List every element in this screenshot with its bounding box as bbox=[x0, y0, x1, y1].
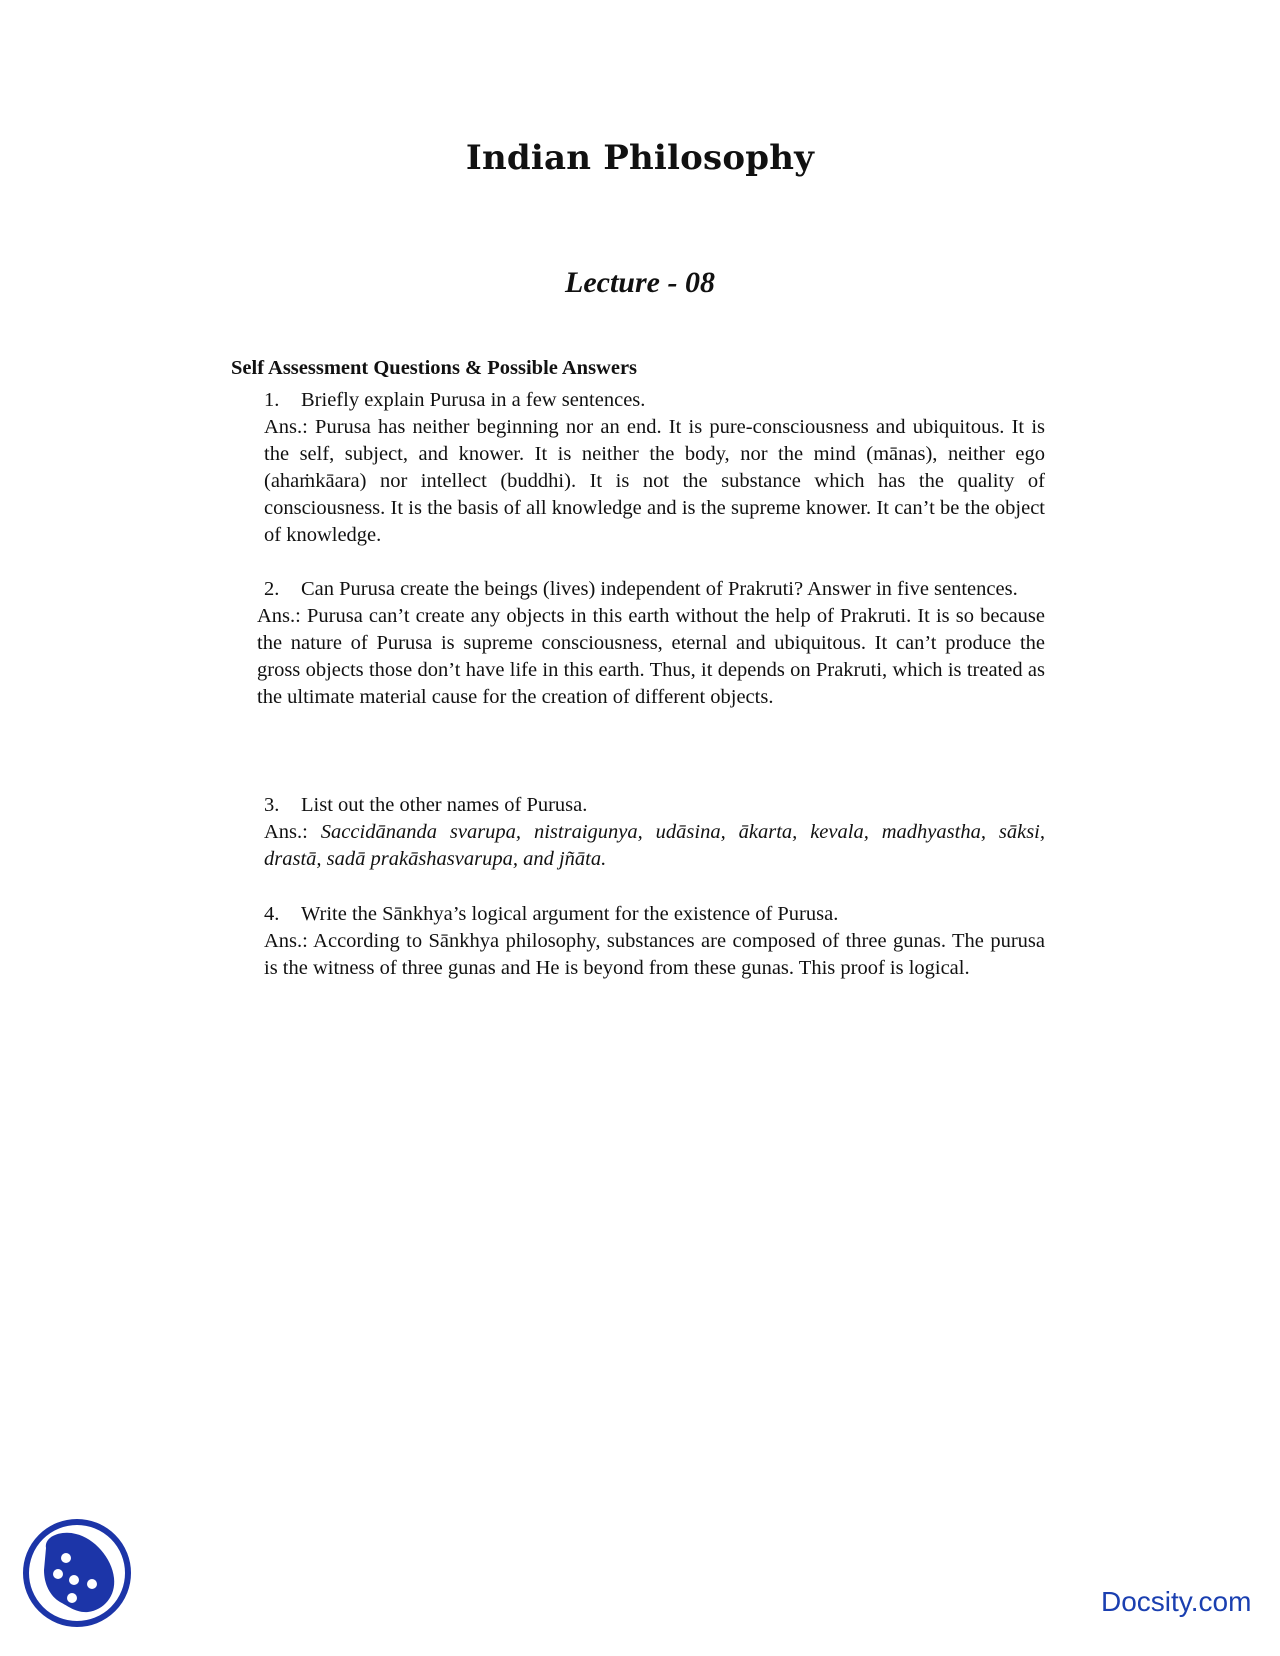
question-text: Write the Sānkhya’s logical argument for the existence of Purusa. bbox=[301, 903, 839, 925]
question-1 bbox=[264, 387, 1045, 414]
docsity-logo-icon bbox=[22, 1518, 132, 1628]
answer-prefix: Ans.: bbox=[264, 930, 308, 952]
answer-prefix: Ans.: bbox=[264, 821, 308, 843]
question-number: 4. bbox=[264, 903, 280, 925]
answer-text: According to Sānkhya philosophy, substances are composed of three gunas. The purusa is the witness of three gunas and He is beyond from these gunas. This proof is logical. bbox=[264, 930, 1045, 979]
answer-prefix: Ans.: bbox=[257, 605, 301, 627]
lecture-number: Lecture - 08 bbox=[565, 266, 715, 299]
answer-4 bbox=[264, 928, 1045, 982]
section-heading: Self Assessment Questions & Possible Answers bbox=[231, 357, 638, 379]
question-number: 3. bbox=[264, 794, 280, 816]
question-text: Briefly explain Purusa in a few sentences. bbox=[301, 389, 646, 411]
question-4 bbox=[264, 901, 1045, 928]
qa-item-3 bbox=[264, 792, 1045, 873]
answer-text: Purusa can’t create any objects in this earth without the help of Prakruti. It is so because the nature of Purusa is supreme consciousness, eternal and ubiquitous. It can’t produce the gross objects those don’t have life in this earth. Thus, it depends on Prakruti, which is treated as the ultimate material cause for the creation of different objects. bbox=[257, 605, 1045, 708]
answer-2 bbox=[257, 603, 1045, 711]
answer-3 bbox=[264, 819, 1045, 873]
question-number: 2. bbox=[264, 578, 280, 600]
qa-item-4 bbox=[264, 901, 1045, 982]
question-number: 1. bbox=[264, 389, 280, 411]
answer-text: Purusa has neither beginning nor an end. It is pure-consciousness and ubiquitous. It is the self, subject, and knower. It is neither the body, nor the mind (mānas), neither ego (ahaṁkāara) nor intellect (buddhi). It is not the substance which has the quality of consciousness. It is the basis of all knowledge and is the supreme knower. It can’t be the object of knowledge. bbox=[264, 416, 1045, 546]
qa-item-1 bbox=[264, 387, 1045, 549]
answer-text: Saccidānanda svarupa, nistraigunya, udāsina, ākarta, kevala, madhyastha, sāksi, drastā, sadā prakāshasvarupa, and jñāta. bbox=[264, 821, 1046, 870]
question-text: List out the other names of Purusa. bbox=[301, 794, 588, 816]
question-2 bbox=[264, 576, 1045, 603]
answer-prefix: Ans.: bbox=[264, 416, 308, 438]
document-title: Indian Philosophy bbox=[465, 138, 815, 178]
qa-item-2 bbox=[257, 576, 1045, 711]
answer-1 bbox=[264, 414, 1045, 549]
docsity-brand-text: Docsity.com bbox=[1101, 1586, 1252, 1617]
question-text: Can Purusa create the beings (lives) independent of Prakruti? Answer in five sentences. bbox=[301, 578, 1018, 600]
question-3 bbox=[264, 792, 1045, 819]
